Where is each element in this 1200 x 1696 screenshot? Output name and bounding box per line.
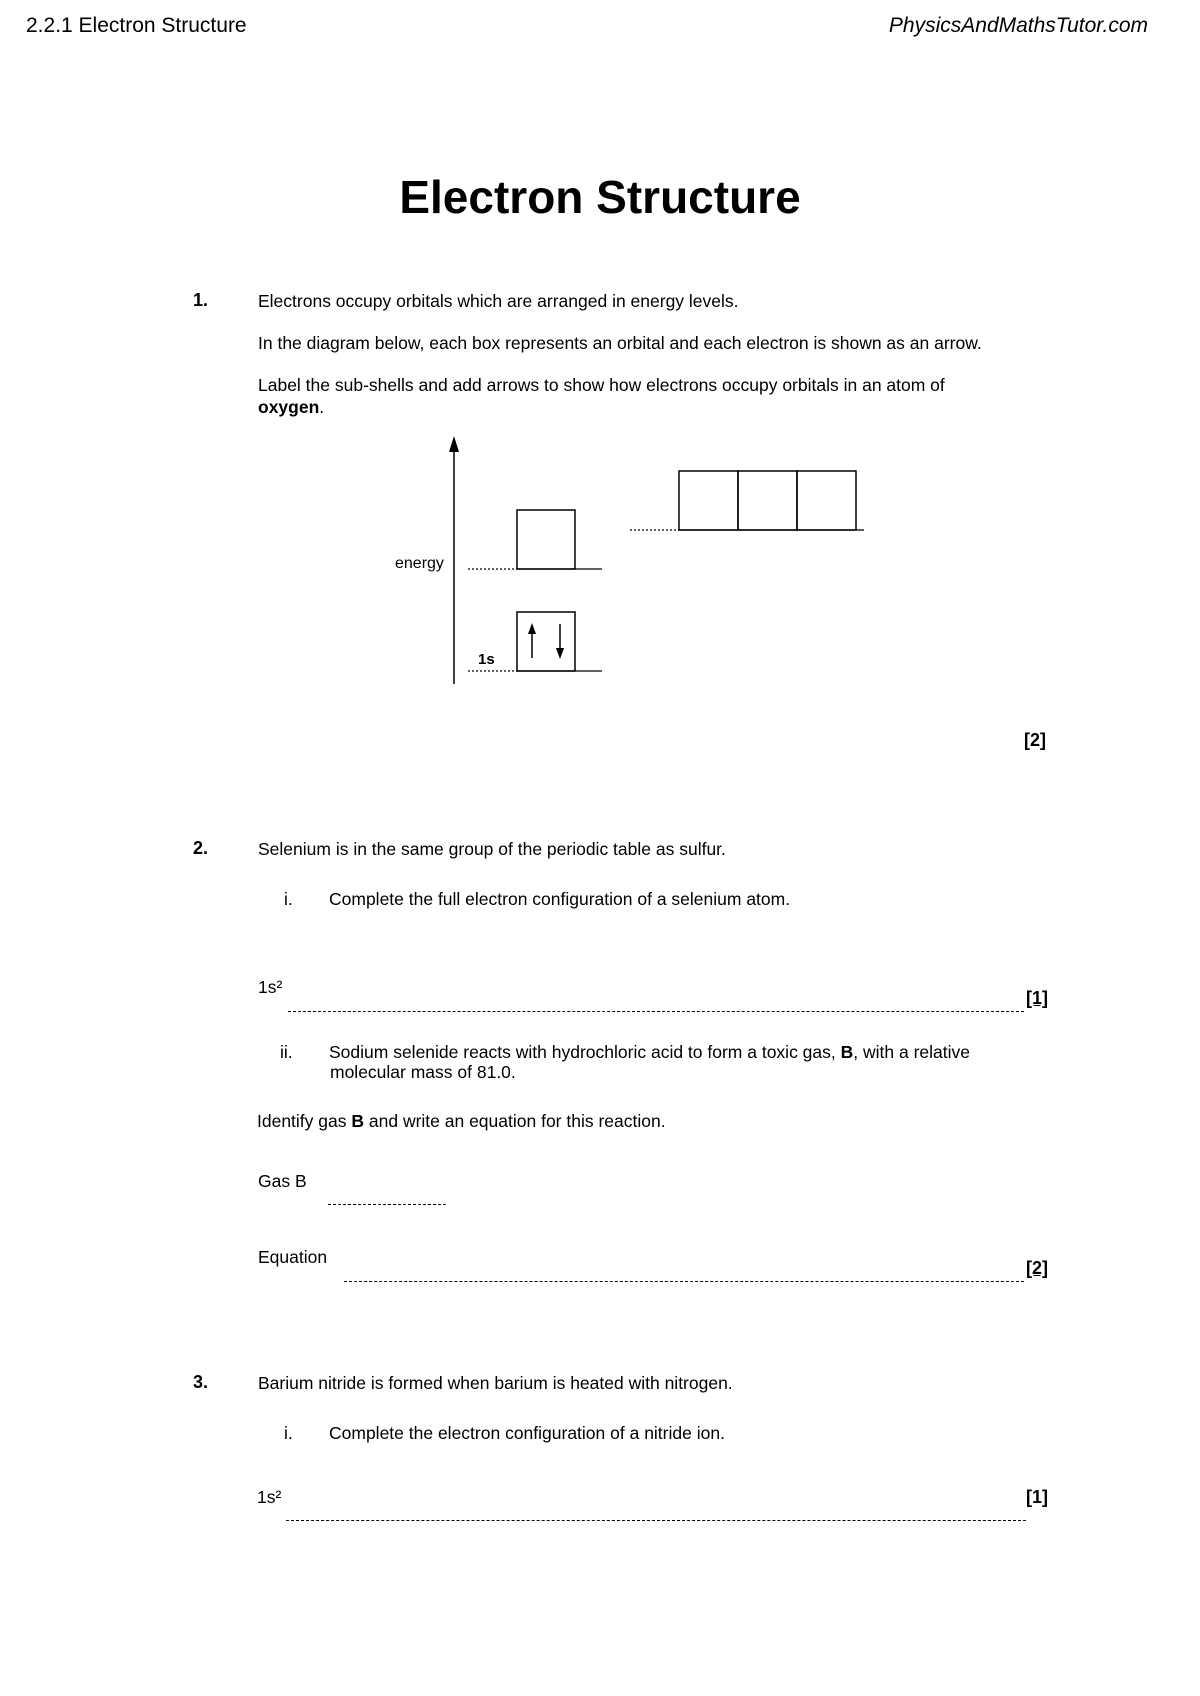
header-site-name: PhysicsAndMathsTutor.com: [888, 14, 1148, 37]
question-2i-marks: [1]: [1026, 988, 1048, 1008]
question-1-number: 1.: [193, 290, 209, 310]
oxygen-bold: oxygen: [258, 397, 320, 417]
identify-instruction: [257, 1110, 666, 1132]
identify-text-b: and write an equation for this reaction.: [364, 1111, 666, 1131]
question-2i-prefix: 1s²: [258, 977, 283, 997]
1s-label: 1s: [478, 651, 495, 668]
question-3i-label: i.: [284, 1423, 293, 1443]
selenium-config-answer-line[interactable]: [288, 1011, 1024, 1012]
1s-orbital-box: [517, 612, 575, 671]
question-2-number: 2.: [193, 838, 209, 858]
question-2ii-text-b: , with a relative: [853, 1042, 970, 1062]
question-1-marks: [2]: [1024, 730, 1046, 750]
question-3i-text: Complete the electron configuration of a nitride ion.: [329, 1423, 725, 1443]
question-1-line-2: In the diagram below, each box represents an orbital and each electron is shown as an arrow.: [258, 333, 982, 353]
gas-b-answer-line[interactable]: [328, 1204, 446, 1205]
question-3i-marks: [1]: [1026, 1487, 1048, 1507]
question-2ii-label: ii.: [280, 1042, 293, 1062]
2p-orbital-box-1[interactable]: [679, 471, 738, 530]
page-title: Electron Structure: [399, 171, 801, 223]
question-3-intro: Barium nitride is formed when barium is heated with nitrogen.: [258, 1373, 733, 1393]
header-section-title: 2.2.1 Electron Structure: [26, 14, 247, 37]
question-2ii-line-1: [329, 1041, 970, 1063]
orbital-diagram: [380, 430, 880, 690]
question-2ii-line-2: molecular mass of 81.0.: [330, 1062, 516, 1082]
2s-orbital-box[interactable]: [517, 510, 575, 569]
question-1-line-4-end: .: [319, 397, 325, 417]
question-3i-prefix: 1s²: [257, 1487, 282, 1507]
energy-axis-label: energy: [395, 555, 444, 572]
2p-orbital-box-2[interactable]: [738, 471, 797, 530]
energy-axis-arrowhead: [449, 436, 459, 452]
question-1-line-3: Label the sub-shells and add arrows to show how electrons occupy orbitals in an atom of: [258, 375, 945, 395]
nitride-config-answer-line[interactable]: [286, 1520, 1026, 1521]
spin-down-arrowhead: [556, 648, 564, 659]
question-3-number: 3.: [193, 1372, 209, 1392]
identify-gas-b-bold: B: [351, 1111, 365, 1131]
question-2ii-marks: [2]: [1026, 1258, 1048, 1278]
question-1-line-1: Electrons occupy orbitals which are arranged in energy levels.: [258, 291, 739, 311]
equation-answer-line[interactable]: [344, 1281, 1024, 1282]
question-1-line-4: [258, 396, 324, 418]
question-2ii-text-a: Sodium selenide reacts with hydrochloric acid to form a toxic gas,: [329, 1042, 841, 1062]
equation-label: Equation: [258, 1247, 328, 1267]
spin-up-arrowhead: [528, 623, 536, 634]
2p-orbital-box-3[interactable]: [797, 471, 856, 530]
gas-b-bold: B: [840, 1042, 854, 1062]
question-2i-text: Complete the full electron configuration of a selenium atom.: [329, 889, 791, 909]
question-2-intro: Selenium is in the same group of the periodic table as sulfur.: [258, 839, 726, 859]
identify-text-a: Identify gas: [257, 1111, 352, 1131]
gas-b-label: Gas B: [258, 1171, 307, 1191]
question-2i-label: i.: [284, 889, 293, 909]
